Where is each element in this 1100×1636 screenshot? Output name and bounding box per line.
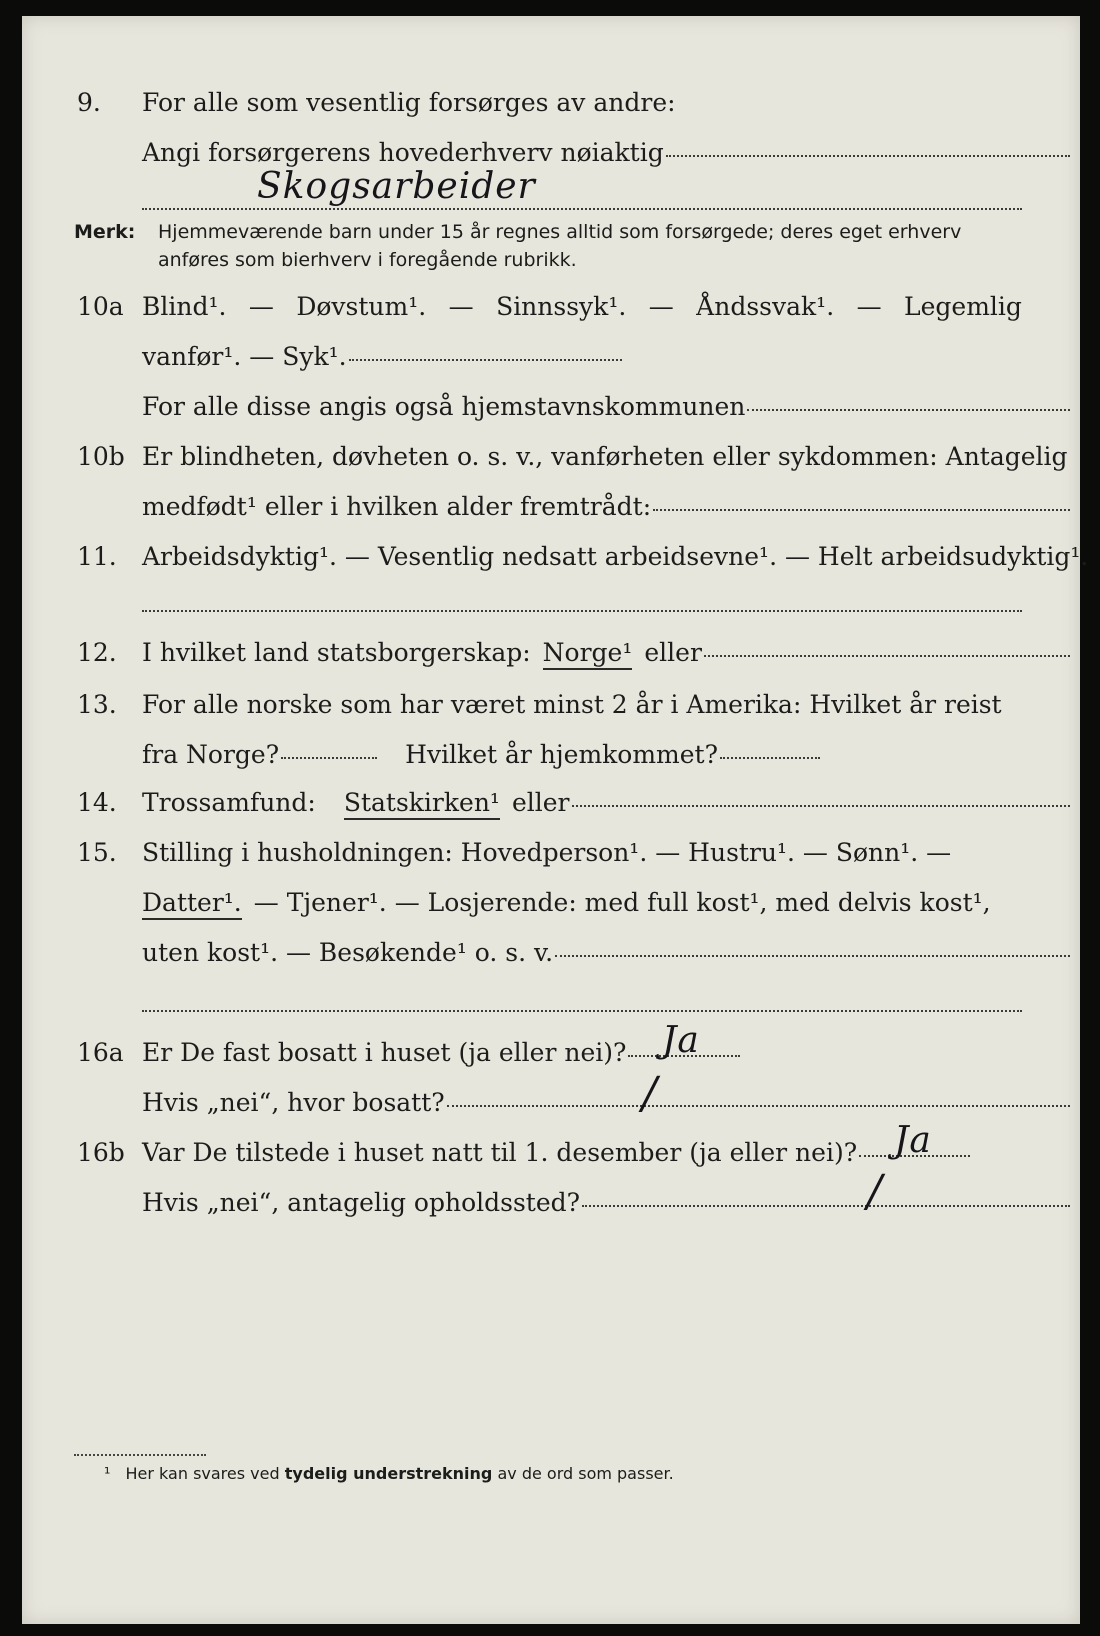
footnote-mark: ¹ bbox=[104, 1464, 111, 1483]
q11-options[interactable]: Arbeidsdyktig¹. — Vesentlig nedsatt arbeidsevne¹. — Helt arbeidsudyktig¹. bbox=[142, 542, 1089, 571]
footnote-text-pre: Her kan svares ved bbox=[125, 1464, 280, 1483]
q9-answer-line[interactable] bbox=[666, 154, 1070, 157]
q15-answer-rule[interactable] bbox=[142, 1010, 1022, 1012]
merk-line2: anføres som bierhverv i foregående rubrikk. bbox=[158, 249, 577, 271]
q16b-handwritten-ja: Ja bbox=[894, 1120, 932, 1161]
q16a-handwritten-ja: Ja bbox=[662, 1020, 700, 1061]
q16a-handwritten-slash: / bbox=[642, 1068, 658, 1119]
merk-label: Merk: bbox=[74, 221, 136, 243]
q10a-options bbox=[142, 292, 1022, 322]
footnote-rule bbox=[74, 1454, 206, 1456]
q9-instruction: Angi forsørgerens hovederhverv nøiaktig bbox=[142, 138, 664, 167]
q16a-followup: Hvis „nei“, hvor bosatt? bbox=[142, 1088, 445, 1117]
q15-options-2[interactable]: — Tjener¹. — Losjerende: med full kost¹, med delvis kost¹, bbox=[253, 888, 991, 917]
q12-norge-underlined[interactable]: Norge¹ bbox=[543, 638, 633, 670]
q16b-followup-line[interactable] bbox=[582, 1204, 1070, 1207]
q12-answer-line[interactable] bbox=[704, 654, 1070, 657]
footnote-text-post: av de ord som passer. bbox=[497, 1464, 674, 1483]
q16a-followup-line[interactable] bbox=[447, 1104, 1070, 1107]
q9-answer-rule[interactable] bbox=[142, 208, 1022, 210]
q16b-handwritten-slash: / bbox=[867, 1166, 883, 1217]
dash: — bbox=[856, 292, 882, 321]
q9-handwritten-answer: Skogsarbeider bbox=[257, 166, 536, 207]
q9-question: For alle som vesentlig forsørges av andre: bbox=[142, 88, 676, 117]
q14-question: Trossamfund: bbox=[142, 788, 316, 817]
q15-options-3[interactable]: uten kost¹. — Besøkende¹ o. s. v. bbox=[142, 938, 554, 967]
q13-hjemkommet: Hvilket år hjemkommet? bbox=[405, 740, 719, 769]
q10a-hjemstavn: For alle disse angis også hjemstavnskommunen bbox=[142, 392, 746, 421]
dash: — bbox=[648, 292, 674, 321]
q12-eller: eller bbox=[644, 638, 702, 667]
q15-answer-line[interactable] bbox=[555, 954, 1070, 957]
q13-question: For alle norske som har været minst 2 år i Amerika: Hvilket år reist bbox=[142, 690, 1002, 719]
q10b-question: Er blindheten, døvheten o. s. v., vanførheten eller sykdommen: Antagelig bbox=[142, 442, 1068, 471]
q14-eller: eller bbox=[511, 788, 570, 817]
footnote bbox=[104, 1464, 674, 1483]
q14-statskirken-underlined[interactable]: Statskirken¹ bbox=[344, 788, 500, 820]
q10a-hjemstavn-line[interactable] bbox=[747, 408, 1070, 411]
q10b-answer-line[interactable] bbox=[653, 508, 1070, 511]
q13-number: 13. bbox=[77, 690, 117, 719]
q11-answer-rule[interactable] bbox=[142, 610, 1022, 612]
q11-number: 11. bbox=[77, 542, 117, 571]
option-andssvak[interactable]: Åndssvak¹. bbox=[696, 292, 835, 321]
dash: — bbox=[448, 292, 474, 321]
q15-options-1[interactable]: Stilling i husholdningen: Hovedperson¹. — Hustru¹. — Sønn¹. — bbox=[142, 838, 952, 867]
q10b-medfodt: medfødt¹ eller i hvilken alder fremtrådt: bbox=[142, 492, 652, 521]
merk-line1: Hjemmeværende barn under 15 år regnes alltid som forsørgede; deres eget erhverv bbox=[158, 221, 962, 243]
q9-number: 9. bbox=[77, 88, 101, 117]
q16b-number: 16b bbox=[77, 1138, 125, 1167]
q10a-answer-line[interactable] bbox=[349, 358, 622, 361]
q10b-number: 10b bbox=[77, 442, 125, 471]
census-form-page bbox=[22, 16, 1089, 1624]
q16a-number: 16a bbox=[77, 1038, 124, 1067]
q16b-question: Var De tilstede i huset natt til 1. desember (ja eller nei)? bbox=[142, 1138, 858, 1167]
option-sinnssyk[interactable]: Sinnssyk¹. bbox=[496, 292, 627, 321]
q15-number: 15. bbox=[77, 838, 117, 867]
q16a-question: Er De fast bosatt i huset (ja eller nei)? bbox=[142, 1038, 627, 1067]
q12-number: 12. bbox=[77, 638, 117, 667]
q13-reist: fra Norge? bbox=[142, 740, 280, 769]
q10a-vanfor-syk[interactable]: vanfør¹. — Syk¹. bbox=[142, 342, 347, 371]
q14-answer-line[interactable] bbox=[572, 804, 1071, 807]
q13-reist-line[interactable] bbox=[281, 756, 377, 759]
q16b-followup: Hvis „nei“, antagelig opholdssted? bbox=[142, 1188, 581, 1217]
option-blind[interactable]: Blind¹. bbox=[142, 292, 227, 321]
q15-datter-underlined[interactable]: Datter¹. bbox=[142, 888, 242, 920]
q13-hjemkommet-line[interactable] bbox=[720, 756, 820, 759]
q14-number: 14. bbox=[77, 788, 117, 817]
footnote-text-bold: tydelig understrekning bbox=[284, 1464, 493, 1483]
option-legemlig[interactable]: Legemlig bbox=[904, 292, 1022, 321]
q10a-number: 10a bbox=[77, 292, 124, 321]
q12-question: I hvilket land statsborgerskap: bbox=[142, 638, 531, 667]
option-dovstum[interactable]: Døvstum¹. bbox=[296, 292, 427, 321]
dash: — bbox=[248, 292, 274, 321]
